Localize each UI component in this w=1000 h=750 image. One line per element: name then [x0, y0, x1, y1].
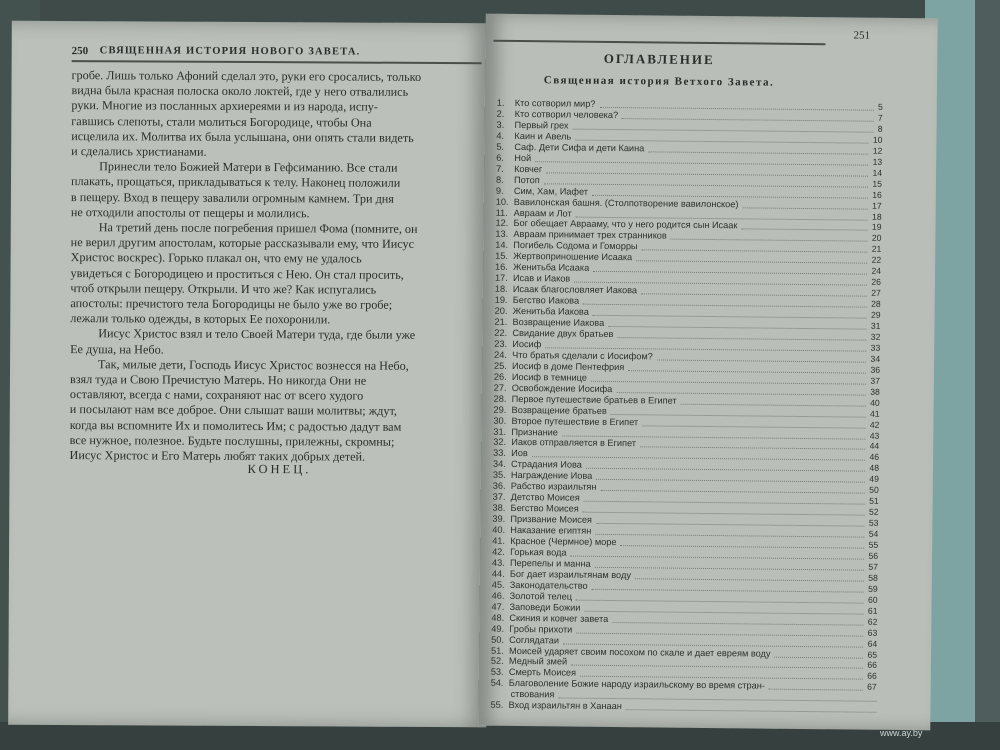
toc-title: Скиния и ковчег завета: [509, 612, 609, 624]
toc-number: 20.: [494, 305, 508, 316]
toc-page: 48: [869, 463, 880, 474]
toc-page: 58: [868, 572, 878, 583]
toc-page: 29: [870, 309, 881, 320]
text-line: Принесли тело Божией Матери в Гефсиманию. Все стали: [99, 159, 398, 175]
toc-number: 18.: [494, 283, 508, 295]
toc-page: 61: [867, 605, 878, 616]
toc-title: Возвращение братьев: [511, 404, 607, 416]
toc-page: 34: [870, 353, 881, 364]
toc-title: Смерть Моисея: [508, 667, 577, 679]
toc-page: 36: [870, 364, 881, 375]
toc-page: 54: [868, 528, 879, 539]
toc-page: 57: [868, 561, 879, 572]
toc-number: 33.: [493, 448, 506, 459]
toc-page: 38: [870, 386, 880, 397]
text-line: Иисус Христос и Его Матерь любят таких добрых детей.: [69, 448, 366, 464]
toc-title: Жертвоприношение Исаака: [513, 251, 633, 263]
toc-page: 37: [870, 375, 880, 386]
toc-title: Благоволение Божие народу израильскому во время стран-: [508, 678, 765, 691]
toc-number: 50.: [491, 634, 505, 645]
toc-title: Перепелы и манна: [509, 557, 591, 569]
toc-page: 28: [871, 298, 881, 309]
toc-title: Освобождение Иосифа: [511, 382, 613, 394]
text-line: видна была красная полоска около локтей, где у него отвалились: [71, 83, 409, 100]
toc-title: Кто сотворил человека?: [514, 108, 619, 120]
toc-page: 26: [871, 276, 882, 287]
toc-page: 15: [872, 178, 883, 189]
toc-number: 44.: [491, 568, 505, 579]
toc-number: 42.: [492, 546, 505, 557]
toc-number: 6.: [496, 152, 504, 163]
toc-page: 67: [867, 682, 877, 693]
toc-title: Гробы прихоти: [509, 623, 573, 635]
toc-number: 27.: [493, 382, 507, 393]
toc-number: 2.: [496, 108, 505, 119]
text-line: руки. Многие из посланных архиереями и из народа, испу-: [71, 98, 378, 115]
toc-number: 48.: [491, 612, 505, 623]
toc-title: Бегство Иакова: [512, 295, 580, 306]
toc-page: 60: [868, 594, 878, 605]
text-line: все нужное, полезное. Будьте послушны, прилежны, скромны;: [69, 432, 395, 449]
left-running-head: [72, 43, 482, 63]
toc-page: 33: [870, 342, 881, 353]
toc-number: 49.: [491, 623, 505, 634]
toc-title: Первое путешествие братьев в Египет: [511, 393, 677, 406]
toc-number: 9.: [495, 185, 504, 196]
toc-page: 66: [867, 660, 877, 671]
text-line: Ее душа, на Небо.: [70, 341, 164, 357]
toc-page: 5: [877, 101, 883, 112]
toc-number: 35.: [492, 470, 506, 481]
toc-page: 64: [867, 638, 878, 649]
left-page: [8, 21, 490, 727]
toc-number: 22.: [494, 327, 508, 338]
toc-number: 23.: [494, 338, 508, 349]
text-line: увидеться с Богородицею и проститься с Нею. Он стал просить,: [70, 265, 404, 282]
text-line: исцелила их. Молитва их была услышана, они опять стали видеть: [71, 128, 414, 145]
toc-title: Ной: [514, 152, 532, 163]
toc-number: 32.: [493, 437, 507, 448]
toc-number: 40.: [492, 524, 506, 535]
toc-page: 53: [868, 517, 879, 528]
toc-page: 17: [872, 200, 882, 211]
toc-title: Бог дает израильтянам воду: [509, 568, 631, 581]
toc-title: Исаак благословляет Иакова: [512, 284, 638, 296]
toc-page: 52: [868, 506, 879, 517]
toc-title: Ковчег: [514, 163, 543, 174]
toc-page: 55: [868, 539, 879, 550]
toc-number: 38.: [492, 502, 506, 514]
toc-leader: [769, 688, 863, 691]
end-word: КОНЕЦ.: [247, 461, 312, 477]
toc-title: Авраам принимает трех странников: [513, 229, 667, 241]
toc-number: 47.: [491, 601, 505, 612]
toc-number: 54.: [490, 678, 504, 689]
toc-title: Возвращение Иакова: [512, 316, 605, 328]
right-page-number: 251: [853, 29, 871, 42]
toc-number: 39.: [492, 513, 506, 524]
contents-subheading: Священная история Ветхого Завета.: [543, 74, 775, 89]
toc-page: 42: [869, 419, 880, 430]
toc-number: 51.: [491, 645, 504, 656]
toc-title: Законодательство: [509, 579, 588, 591]
toc-title: Красное (Чермное) море: [510, 535, 617, 548]
toc-title: Горькая вода: [510, 546, 567, 558]
toc-title: Иосиф в доме Пентефрия: [512, 360, 625, 372]
toc-title: Соглядатаи: [509, 634, 560, 646]
toc-title: Авраам и Лот: [513, 207, 572, 219]
toc-number: 16.: [495, 262, 508, 273]
toc-number: 29.: [493, 404, 507, 415]
toc-number: 37.: [492, 491, 506, 503]
toc-title: Бог обещает Аврааму, что у него родится сын Исаак: [513, 218, 738, 231]
toc-page: 21: [871, 244, 882, 255]
toc-title: Женитьба Иакова: [512, 305, 589, 317]
toc-title: Саф. Дети Сифа и дети Каина: [514, 141, 645, 154]
toc-page: 19: [871, 222, 882, 233]
toc-page: 62: [867, 616, 878, 627]
right-page: [478, 14, 937, 731]
toc-page: 16: [872, 189, 882, 200]
toc-number: 13.: [495, 229, 509, 240]
watermark: www.ay.by: [880, 728, 923, 738]
text-line: не верил другим апостолам, которые рассказывали ему, что Иисус: [70, 235, 415, 252]
text-line: когда вы вспомните Их и помолитесь Им; с радостью дадут вам: [69, 417, 402, 434]
text-line: гробе. Лишь только Афоний сделал это, руки его сросались, только: [71, 68, 422, 84]
toc-number: 41.: [492, 535, 506, 546]
toc-number: 31.: [493, 426, 507, 437]
toc-title: ствования: [510, 689, 555, 700]
toc-title: Призвание Моисея: [510, 514, 592, 525]
toc-title: Вход израильтян в Ханаан: [508, 700, 622, 712]
text-line: плакать, прощаться, прикладываться к телу. Наконец положили: [70, 174, 401, 191]
toc-title: Признание: [511, 426, 558, 437]
toc-title: Женитьба Исаака: [513, 262, 590, 274]
toc-page: 13: [872, 156, 883, 167]
toc-title: Иосиф в темнице: [511, 371, 587, 383]
toc-leader: [741, 228, 867, 231]
toc-page: 32: [870, 331, 881, 342]
toc-number: 3.: [496, 119, 505, 130]
toc-number: 5.: [496, 141, 505, 152]
toc-title: Иосиф: [512, 338, 542, 350]
toc-number: 11.: [495, 207, 508, 218]
toc-number: 34.: [492, 459, 506, 470]
toc-page: 44: [869, 441, 880, 452]
toc-title: Рабство израильтян: [510, 481, 597, 493]
table-of-contents: [490, 97, 883, 712]
toc-page: 65: [867, 649, 878, 660]
toc-number: 43.: [491, 557, 505, 568]
text-line: и посылают нам все доброе. Они слышат ваши молитвы; ждут,: [69, 402, 397, 419]
toc-title: Свидание двух братьев: [512, 327, 614, 339]
toc-number: 19.: [494, 294, 508, 305]
toc-number: 30.: [493, 415, 507, 426]
toc-title: Наказание египтян: [510, 524, 592, 536]
toc-title: Золотой телец: [509, 590, 573, 602]
toc-page: 22: [871, 255, 882, 266]
toc-leader: [774, 655, 863, 658]
toc-number: 14.: [495, 240, 509, 251]
toc-number: 15.: [495, 251, 509, 262]
toc-number: 12.: [495, 218, 509, 229]
toc-page: 56: [868, 550, 879, 561]
toc-title: Иаков отправляется в Египет: [511, 437, 637, 449]
text-line: гавшись слепоты, стали молиться Богородице, чтобы Она: [71, 113, 372, 130]
toc-leader: [743, 206, 868, 209]
toc-page: 31: [870, 320, 881, 331]
text-line: Иисус Христос взял и тело Своей Матери туда, где были уже: [98, 326, 416, 343]
left-head-rule: [72, 60, 482, 64]
text-line: в пещеру. Вход в пещеру завалили огромным камнем. Три дня: [70, 189, 394, 206]
toc-title: Первый грех: [514, 119, 569, 131]
toc-title: Каин и Авель: [514, 130, 572, 142]
toc-number: 25.: [494, 360, 507, 371]
text-line: оставляют, всегда с нами, сохраняют нас от всего худого: [69, 387, 364, 403]
toc-page: 50: [869, 484, 879, 496]
toc-number: 21.: [494, 316, 508, 327]
contents-heading: ОГЛАВЛЕНИЕ: [603, 50, 715, 68]
toc-page: 51: [869, 495, 879, 506]
toc-number: 24.: [494, 349, 508, 360]
toc-title: Исав и Иаков: [512, 273, 571, 284]
toc-title: Что братья сделали с Иосифом?: [512, 349, 653, 362]
background-right-edge: [975, 0, 1000, 750]
toc-page: 24: [871, 265, 882, 277]
text-line: апостолы: пречистого тела Богородицы не было уже во гробе;: [70, 296, 393, 312]
toc-title: Бегство Моисея: [510, 503, 579, 514]
toc-title: Потоп: [513, 174, 540, 185]
text-line: не отходили апостолы от пещеры и молились.: [70, 204, 310, 221]
toc-page: 66: [867, 671, 877, 682]
toc-page: 12: [872, 145, 883, 156]
toc-page: 40: [870, 397, 880, 408]
toc-number: 1.: [496, 97, 505, 108]
toc-page: 20: [871, 233, 882, 244]
toc-title: Вавилонская башня. (Столпотворение вавилонское): [513, 196, 739, 209]
toc-title: Моисей ударяет своим посохом по скале и дает евреям воду: [509, 645, 771, 659]
toc-leader: [625, 708, 876, 713]
left-running-title: СВЯЩЕННАЯ ИСТОРИЯ НОВОГО ЗАВЕТА.: [99, 45, 361, 58]
toc-number: 26.: [493, 371, 507, 382]
text-line: лежали только одежды, в которых Ее похоронили.: [70, 311, 331, 327]
toc-page: 63: [867, 627, 878, 638]
text-line: чтоб открыли пещеру. Открыли. И что же? Как испугались: [70, 280, 377, 297]
toc-page: 27: [871, 287, 881, 298]
toc-title: Погибель Содома и Гоморры: [513, 240, 638, 252]
toc-page: 41: [869, 408, 880, 419]
toc-title: Иов: [511, 448, 528, 459]
toc-number: 45.: [491, 579, 505, 590]
toc-title: Страдания Иова: [510, 459, 582, 471]
toc-title: Второе путешествие в Египет: [511, 415, 639, 427]
toc-number: 52.: [490, 656, 504, 667]
toc-number: 10.: [495, 196, 509, 207]
toc-title: Детство Моисея: [510, 492, 580, 503]
toc-title: Сим, Хам, Иафет: [513, 185, 589, 197]
toc-number: 4.: [496, 130, 505, 141]
toc-title: Заповеди Божии: [509, 601, 581, 613]
text-line: Так, милые дети, Господь Иисус Христос вознесся на Небо,: [98, 357, 409, 373]
toc-page: 49: [869, 473, 879, 485]
toc-page: 43: [869, 430, 880, 441]
toc-page: 14: [872, 167, 883, 178]
toc-title: Награждение Иова: [510, 470, 593, 482]
toc-number: 36.: [492, 481, 506, 492]
toc-page: 59: [868, 583, 878, 594]
text-line: и сделались христианами.: [71, 144, 207, 159]
toc-number: 53.: [490, 667, 504, 678]
left-page-number: 250: [71, 45, 89, 58]
toc-page: 8: [877, 123, 883, 134]
left-body-text: [69, 67, 484, 464]
toc-page: 46: [869, 452, 880, 463]
toc-number: 7.: [496, 163, 504, 174]
toc-number: 28.: [493, 393, 507, 404]
toc-number: 17.: [494, 272, 508, 284]
toc-number: 55.: [490, 699, 504, 711]
toc-title: Медный змей: [508, 656, 568, 667]
right-head-rule: [493, 40, 825, 45]
text-line: Христос воскрес). Горько плакал он, что ему не удалось: [70, 250, 362, 266]
toc-title: Кто сотворил мир?: [514, 97, 596, 109]
text-line: На третий день после погребения пришел Фома (помните, он: [98, 220, 418, 236]
toc-number: 8.: [495, 174, 504, 185]
toc-page: 7: [877, 112, 883, 123]
toc-page: 10: [872, 134, 883, 145]
toc-number: 46.: [491, 590, 505, 601]
toc-page: 18: [872, 211, 882, 222]
text-line: взял туда и Свою Пречистую Матерь. Но никогда Они не: [69, 372, 367, 388]
